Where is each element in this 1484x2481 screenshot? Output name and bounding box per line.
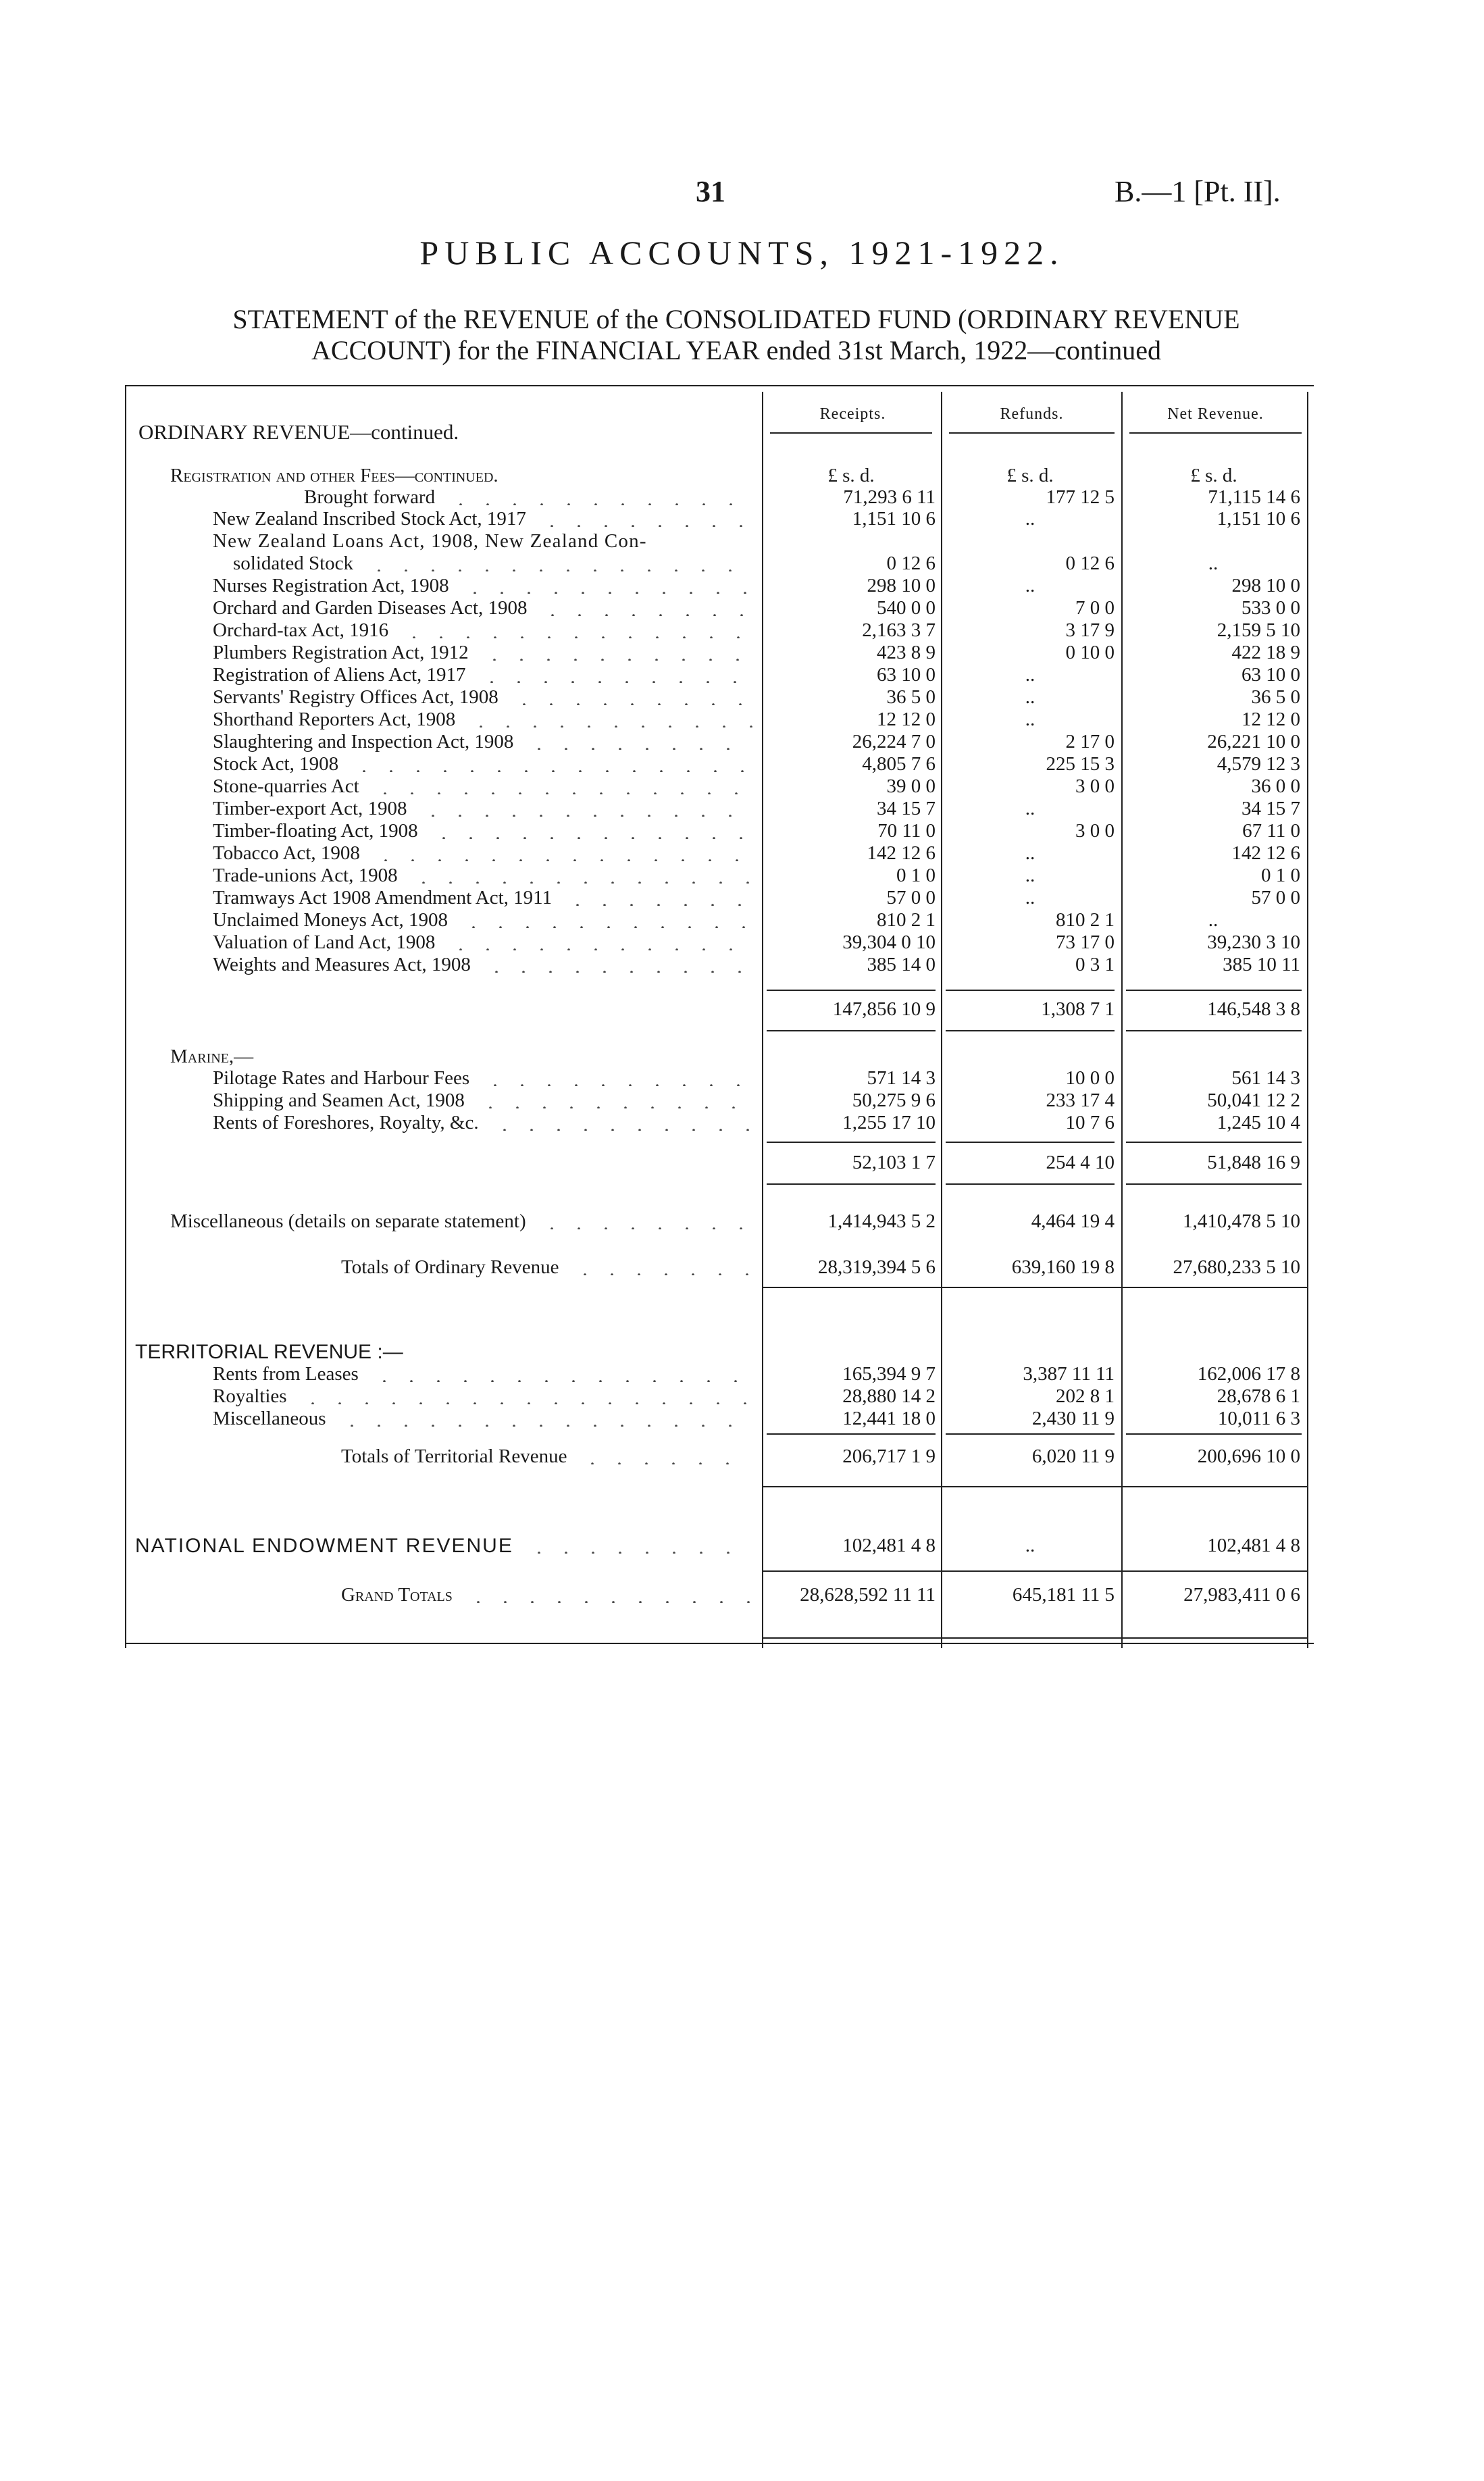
dot-leader — [430, 821, 753, 839]
brought-forward-receipts: 71,293 6 11 — [843, 486, 936, 508]
national-endowment-refunds: .. — [1025, 1535, 1035, 1556]
ordinary-totals-net: 27,680,233 5 10 — [1173, 1256, 1300, 1278]
miscellaneous-receipts: 1,414,943 5 2 — [827, 1210, 936, 1232]
dot-leader — [539, 598, 753, 616]
dot-leader — [564, 888, 753, 906]
registration-row-receipts: 36 5 0 — [886, 686, 936, 708]
col-header-refunds: Refunds. — [1000, 405, 1064, 423]
ordinary-totals-receipts: 28,319,394 5 6 — [818, 1256, 936, 1278]
registration-row-refunds: 7 0 0 — [1075, 597, 1115, 619]
national-endowment-label: NATIONAL ENDOWMENT REVENUE — [135, 1535, 513, 1557]
registration-row-label: Trade-unions Act, 1908 — [213, 865, 398, 886]
registration-row-net: .. — [1208, 553, 1219, 574]
dot-leader — [338, 1409, 753, 1427]
registration-row-refunds: .. — [1025, 842, 1035, 864]
subtotal-rule-refunds — [946, 990, 1115, 991]
registration-row-label: solidated Stock — [233, 553, 354, 574]
registration-row-label: Tramways Act 1908 Amendment Act, 1911 — [213, 887, 553, 909]
grand-totals-label: Grand Totals — [341, 1584, 453, 1606]
grand-totals-receipts: 28,628,592 11 11 — [800, 1584, 936, 1606]
territorial-heading: TERRITORIAL REVENUE :— — [135, 1341, 403, 1363]
registration-row-label: New Zealand Inscribed Stock Act, 1917 — [213, 508, 526, 530]
statement-line-1: STATEMENT of the REVENUE of the CONSOLIDATED FUND (ORDINARY REVENUE — [232, 304, 1240, 334]
registration-total-receipts: 147,856 10 9 — [832, 998, 936, 1020]
page-title: PUBLIC ACCOUNTS, 1921-1922. — [419, 234, 1065, 272]
units-receipts: £ s. d. — [827, 465, 875, 486]
left-border — [125, 385, 126, 1648]
registration-row-net: 298 10 0 — [1231, 575, 1300, 596]
marine-total-receipts: 52,103 1 7 — [852, 1152, 936, 1173]
marine-row-refunds: 233 17 4 — [1046, 1090, 1115, 1111]
territorial-row-receipts: 165,394 9 7 — [842, 1363, 936, 1385]
territorial-row-refunds: 3,387 11 11 — [1023, 1363, 1115, 1385]
refunds-col-rule — [941, 392, 942, 1648]
dot-leader — [461, 576, 753, 594]
territorial-row-label: Miscellaneous — [213, 1408, 326, 1429]
dot-leader — [482, 1069, 753, 1086]
dot-leader — [467, 710, 753, 727]
registration-row-label: Registration of Aliens Act, 1917 — [213, 664, 466, 686]
col-header-receipts: Receipts. — [819, 405, 886, 423]
dot-leader — [401, 621, 753, 638]
brought-forward-net: 71,115 14 6 — [1208, 486, 1300, 508]
page-number: 31 — [696, 175, 725, 208]
marine-rule-net — [1126, 1142, 1302, 1143]
territorial-row-net: 162,006 17 8 — [1197, 1363, 1300, 1385]
dot-leader — [538, 1212, 753, 1229]
statement-line-2: ACCOUNT) for the FINANCIAL YEAR ended 31st March, 1922—continued — [311, 335, 1161, 365]
dot-leader — [571, 1258, 753, 1275]
territorial-rule-receipts — [767, 1433, 936, 1435]
marine-under-net — [1126, 1183, 1302, 1185]
miscellaneous-refunds: 4,464 19 4 — [1031, 1210, 1115, 1232]
registration-row-net: 26,221 10 0 — [1207, 731, 1300, 752]
territorial-totals-net: 200,696 10 0 — [1197, 1446, 1300, 1467]
subtotal-rule-receipts — [767, 990, 936, 991]
marine-row-receipts: 571 14 3 — [867, 1067, 936, 1089]
registration-row-refunds: .. — [1025, 887, 1035, 909]
registration-row-receipts: 540 0 0 — [877, 597, 936, 619]
marine-total-refunds: 254 4 10 — [1046, 1152, 1115, 1173]
registration-row-label: Tobacco Act, 1908 — [213, 842, 360, 864]
registration-row-label: Slaughtering and Inspection Act, 1908 — [213, 731, 514, 752]
registration-total-net: 146,548 3 8 — [1207, 998, 1300, 1020]
registration-row-net: 1,151 10 6 — [1217, 508, 1300, 530]
subtotal-rule-net — [1126, 990, 1302, 991]
registration-row-net: 63 10 0 — [1242, 664, 1300, 686]
registration-row-refunds: 225 15 3 — [1046, 753, 1115, 775]
header-underline-net — [1129, 432, 1302, 434]
registration-heading: Registration and other Fees—continued. — [170, 465, 498, 486]
table-top-rule — [125, 385, 1314, 386]
dot-leader — [372, 844, 753, 861]
registration-row-net: 39,230 3 10 — [1207, 931, 1300, 953]
registration-row-label: New Zealand Loans Act, 1908, New Zealand Con- — [213, 530, 647, 552]
registration-row-receipts: 385 14 0 — [867, 954, 936, 975]
dot-leader — [483, 955, 753, 973]
registration-row-net: 4,579 12 3 — [1217, 753, 1300, 775]
registration-row-refunds: 0 3 1 — [1075, 954, 1115, 975]
registration-row-label: Timber-export Act, 1908 — [213, 798, 407, 819]
registration-row-net: 67 11 0 — [1242, 820, 1300, 842]
registration-row-receipts: 34 15 7 — [877, 798, 936, 819]
registration-row-label: Nurses Registration Act, 1908 — [213, 575, 449, 596]
territorial-totals-rule — [762, 1486, 1307, 1487]
marine-row-net: 561 14 3 — [1231, 1067, 1300, 1089]
header-underline-receipts — [770, 432, 932, 434]
territorial-totals-label: Totals of Territorial Revenue — [341, 1446, 567, 1467]
right-border — [1307, 392, 1308, 1648]
dot-leader — [478, 665, 753, 683]
statement-heading — [128, 304, 1344, 366]
registration-row-refunds: .. — [1025, 575, 1035, 596]
registration-row-label: Orchard-tax Act, 1916 — [213, 619, 389, 641]
registration-row-label: Orchard and Garden Diseases Act, 1908 — [213, 597, 528, 619]
dot-leader — [299, 1387, 753, 1404]
dot-leader — [372, 777, 753, 794]
dot-leader — [526, 1536, 753, 1554]
units-refunds: £ s. d. — [1006, 465, 1054, 486]
registration-row-label: Shorthand Reporters Act, 1908 — [213, 709, 456, 730]
header-underline-refunds — [949, 432, 1115, 434]
national-rule — [762, 1570, 1307, 1572]
registration-row-refunds: 3 0 0 — [1075, 820, 1115, 842]
registration-row-receipts: 70 11 0 — [877, 820, 936, 842]
net-col-rule — [1121, 392, 1123, 1648]
registration-row-refunds: 73 17 0 — [1056, 931, 1115, 953]
territorial-row-label: Royalties — [213, 1385, 287, 1407]
section-title-ordinary: ORDINARY REVENUE—continued. — [138, 420, 459, 444]
registration-row-receipts: 0 1 0 — [896, 865, 936, 886]
registration-row-label: Stone-quarries Act — [213, 775, 359, 797]
registration-row-label: Unclaimed Moneys Act, 1908 — [213, 909, 448, 931]
dot-leader — [419, 799, 753, 817]
national-endowment-receipts: 102,481 4 8 — [842, 1535, 936, 1556]
registration-row-receipts: 2,163 3 7 — [862, 619, 936, 641]
table-bottom-rule-2 — [762, 1637, 1307, 1639]
registration-row-net: 36 0 0 — [1251, 775, 1300, 797]
marine-row-net: 1,245 10 4 — [1217, 1112, 1300, 1133]
registration-row-net: 2,159 5 10 — [1217, 619, 1300, 641]
territorial-rule-refunds — [946, 1433, 1115, 1435]
grand-totals-refunds: 645,181 11 5 — [1012, 1584, 1115, 1606]
registration-row-receipts: 4,805 7 6 — [862, 753, 936, 775]
marine-total-net: 51,848 16 9 — [1207, 1152, 1300, 1173]
registration-row-net: 142 12 6 — [1231, 842, 1300, 864]
dot-leader — [526, 732, 753, 750]
dot-leader — [477, 1091, 753, 1108]
registration-row-receipts: 26,224 7 0 — [852, 731, 936, 752]
ordinary-totals-label: Totals of Ordinary Revenue — [341, 1256, 559, 1278]
registration-row-net: 12 12 0 — [1242, 709, 1300, 730]
registration-row-receipts: 1,151 10 6 — [852, 508, 936, 530]
document-reference: B.—1 [Pt. II]. — [1115, 175, 1281, 208]
marine-row-label: Shipping and Seamen Act, 1908 — [213, 1090, 465, 1111]
dot-leader — [371, 1364, 753, 1382]
registration-row-receipts: 423 8 9 — [877, 642, 936, 663]
registration-total-refunds: 1,308 7 1 — [1041, 998, 1115, 1020]
dot-leader — [410, 866, 753, 884]
registration-row-net: 0 1 0 — [1261, 865, 1300, 886]
registration-row-refunds: .. — [1025, 798, 1035, 819]
marine-row-receipts: 1,255 17 10 — [842, 1112, 936, 1133]
dot-leader — [351, 754, 753, 772]
registration-row-label: Stock Act, 1908 — [213, 753, 339, 775]
registration-row-receipts: 810 2 1 — [877, 909, 936, 931]
marine-row-label: Pilotage Rates and Harbour Fees — [213, 1067, 470, 1089]
territorial-row-refunds: 202 8 1 — [1056, 1385, 1115, 1407]
registration-row-receipts: 142 12 6 — [867, 842, 936, 864]
registration-row-receipts: 39,304 0 10 — [842, 931, 936, 953]
miscellaneous-net: 1,410,478 5 10 — [1183, 1210, 1300, 1232]
registration-row-receipts: 63 10 0 — [877, 664, 936, 686]
registration-row-net: 34 15 7 — [1242, 798, 1300, 819]
registration-row-refunds: 2 17 0 — [1065, 731, 1115, 752]
territorial-row-net: 10,011 6 3 — [1217, 1408, 1300, 1429]
national-endowment-net: 102,481 4 8 — [1207, 1535, 1300, 1556]
territorial-totals-refunds: 6,020 11 9 — [1031, 1446, 1115, 1467]
registration-row-net: 36 5 0 — [1251, 686, 1300, 708]
dot-leader — [538, 509, 753, 527]
subtotal-under-net — [1126, 1030, 1302, 1031]
registration-row-net: 57 0 0 — [1251, 887, 1300, 909]
registration-row-refunds: 3 0 0 — [1075, 775, 1115, 797]
marine-under-refunds — [946, 1183, 1115, 1185]
marine-row-label: Rents of Foreshores, Royalty, &c. — [213, 1112, 479, 1133]
registration-row-net: 533 0 0 — [1242, 597, 1300, 619]
registration-row-receipts: 298 10 0 — [867, 575, 936, 596]
registration-row-refunds: 0 12 6 — [1065, 553, 1115, 574]
marine-row-net: 50,041 12 2 — [1207, 1090, 1300, 1111]
ordinary-totals-rule — [762, 1287, 1307, 1288]
receipts-col-rule — [762, 392, 763, 1648]
dot-leader — [491, 1113, 753, 1131]
registration-row-refunds: 810 2 1 — [1056, 909, 1115, 931]
registration-row-receipts: 12 12 0 — [877, 709, 936, 730]
territorial-row-net: 28,678 6 1 — [1217, 1385, 1300, 1407]
dot-leader — [579, 1447, 753, 1464]
dot-leader — [365, 554, 753, 571]
registration-row-refunds: .. — [1025, 508, 1035, 530]
registration-row-refunds: .. — [1025, 664, 1035, 686]
registration-row-label: Valuation of Land Act, 1908 — [213, 931, 436, 953]
territorial-totals-receipts: 206,717 1 9 — [842, 1446, 936, 1467]
registration-row-refunds: 0 10 0 — [1065, 642, 1115, 663]
registration-row-net: 422 18 9 — [1231, 642, 1300, 663]
registration-row-receipts: 57 0 0 — [886, 887, 936, 909]
marine-heading: Marine,— — [170, 1046, 254, 1067]
registration-row-refunds: .. — [1025, 686, 1035, 708]
registration-row-net: .. — [1208, 909, 1219, 931]
dot-leader — [511, 688, 753, 705]
territorial-row-receipts: 28,880 14 2 — [842, 1385, 936, 1407]
marine-row-receipts: 50,275 9 6 — [852, 1090, 936, 1111]
grand-totals-net: 27,983,411 0 6 — [1183, 1584, 1300, 1606]
table-bottom-rule — [125, 1643, 1314, 1644]
col-header-net: Net Revenue. — [1167, 405, 1264, 423]
dot-leader — [465, 1585, 753, 1603]
registration-row-label: Plumbers Registration Act, 1912 — [213, 642, 469, 663]
registration-row-net: 385 10 11 — [1223, 954, 1300, 975]
marine-rule-refunds — [946, 1142, 1115, 1143]
registration-row-refunds: .. — [1025, 709, 1035, 730]
registration-row-receipts: 39 0 0 — [886, 775, 936, 797]
territorial-rule-net — [1126, 1433, 1302, 1435]
marine-rule-receipts — [767, 1142, 936, 1143]
subtotal-under-refunds — [946, 1030, 1115, 1031]
registration-row-refunds: .. — [1025, 865, 1035, 886]
registration-row-label: Timber-floating Act, 1908 — [213, 820, 418, 842]
registration-row-label: Weights and Measures Act, 1908 — [213, 954, 471, 975]
dot-leader — [481, 643, 753, 661]
marine-row-refunds: 10 7 6 — [1065, 1112, 1115, 1133]
brought-forward-label: Brought forward — [304, 486, 436, 508]
marine-under-receipts — [767, 1183, 936, 1185]
brought-forward-refunds: 177 12 5 — [1046, 486, 1115, 508]
marine-row-refunds: 10 0 0 — [1065, 1067, 1115, 1089]
miscellaneous-label: Miscellaneous (details on separate statement) — [170, 1210, 526, 1232]
registration-row-receipts: 0 12 6 — [886, 553, 936, 574]
dot-leader — [447, 933, 753, 950]
territorial-row-receipts: 12,441 18 0 — [842, 1408, 936, 1429]
registration-row-refunds: 3 17 9 — [1065, 619, 1115, 641]
registration-row-label: Servants' Registry Offices Act, 1908 — [213, 686, 498, 708]
subtotal-under-receipts — [767, 1030, 936, 1031]
ordinary-totals-refunds: 639,160 19 8 — [1011, 1256, 1115, 1278]
territorial-row-label: Rents from Leases — [213, 1363, 359, 1385]
dot-leader — [447, 488, 753, 505]
dot-leader — [460, 911, 753, 928]
units-net: £ s. d. — [1190, 465, 1237, 486]
territorial-row-refunds: 2,430 11 9 — [1031, 1408, 1115, 1429]
